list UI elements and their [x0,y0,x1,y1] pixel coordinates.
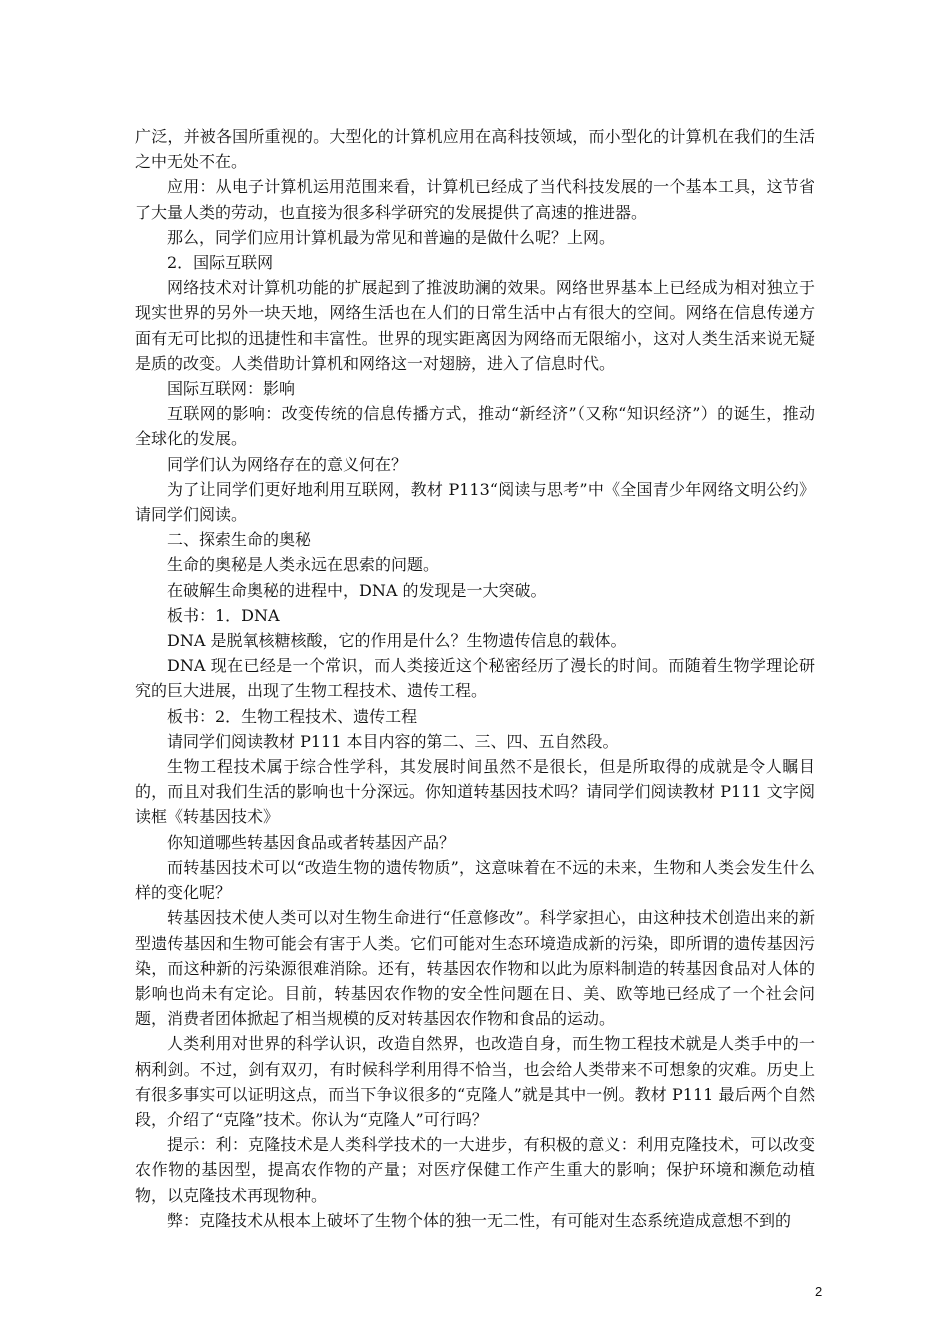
paragraph: 生物工程技术属于综合性学科，其发展时间虽然不是很长，但是所取得的成就是令人瞩目的，而且对我们生活的影响也十分深远。你知道转基因技术吗？请同学们阅读教材 P111 文字阅读框《转基因技术》 [135,757,815,827]
document-body [135,124,815,1233]
paragraph: 而转基因技术可以“改造生物的遗传物质”，这意味着在不远的未来，生物和人类会发生什么样的变化呢？ [135,857,815,903]
paragraph: 广泛，并被各国所重视的。大型化的计算机应用在高科技领域，而小型化的计算机在我们的生活之中无处不在。 [135,127,815,172]
paragraph: 转基因技术使人类可以对生物生命进行“任意修改”。科学家担心，由这种技术创造出来的新型遗传基因和生物可能会有害于人类。它们可能对生态环境造成新的污染，即所谓的遗传基因污染，而这种新的污染源很难消除。还有，转基因农作物和以此为原料制造的转基因食品对人体的影响也尚未有定论。目前，转基因农作物的安全性问题在日、美、欧等地已经成了一个社会问题，消费者团体掀起了相当规模的反对转基因农作物和食品的运动。 [135,908,815,1029]
paragraph: 请同学们阅读教材 P111 本目内容的第二、三、四、五自然段。 [167,731,619,751]
paragraph: DNA 现在已经是一个常识，而人类接近这个秘密经历了漫长的时间。而随着生物学理论研究的巨大进展，出现了生物工程技术、遗传工程。 [135,656,815,701]
paragraph: 互联网的影响：改变传统的信息传播方式，推动“新经济”（又称“知识经济”）的诞生，推动全球化的发展。 [135,404,815,449]
paragraph: DNA 是脱氧核糖核酸，它的作用是什么？生物遗传信息的载体。 [167,631,627,651]
paragraph: 提示：利：克隆技术是人类科学技术的一大进步，有积极的意义：利用克隆技术，可以改变农作物的基因型，提高农作物的产量；对医疗保健工作产生重大的影响；保护环境和濒危动植物，以克隆技术再现物种。 [135,1135,815,1205]
paragraph: 弊：克隆技术从根本上破坏了生物个体的独一无二性，有可能对生态系统造成意想不到的 [167,1210,792,1230]
paragraph: 板书：1．DNA [167,605,280,625]
paragraph: 网络技术对计算机功能的扩展起到了推波助澜的效果。网络世界基本上已经成为相对独立于现实世界的另外一块天地，网络生活也在人们的日常生活中占有很大的空间。网络在信息传递方面有无可比拟的迅捷性和丰富性。世界的现实距离因为网络而无限缩小，这对人类生活来说无疑是质的改变。人类借助计算机和网络这一对翅膀，进入了信息时代。 [135,278,815,373]
paragraph: 板书：2．生物工程技术、遗传工程 [167,706,418,726]
paragraph: 二、探索生命的奥秘 [167,530,312,550]
page-number: 2 [815,1284,823,1299]
paragraph: 同学们认为网络存在的意义何在？ [167,454,408,474]
paragraph: 那么，同学们应用计算机最为常见和普遍的是做什么呢？上网。 [167,227,616,247]
paragraph: 人类利用对世界的科学认识，改造自然界，也改造自身，而生物工程技术就是人类手中的一柄利剑。不过，剑有双刃，有时候科学利用得不恰当，也会给人类带来不可想象的灾难。历史上有很多事实可以证明这点，而当下争议很多的“克隆人”就是其中一例。教材 P111 最后两个自然段，介绍了“克隆”技术。你认为“克隆人”可行吗？ [135,1034,815,1129]
paragraph: 为了让同学们更好地利用互联网，教材 P113“阅读与思考”中《全国青少年网络文明公约》请同学们阅读。 [135,479,815,525]
paragraph: 2．国际互联网 [167,253,274,273]
paragraph: 生命的奥秘是人类永远在思索的问题。 [167,555,440,575]
paragraph: 国际互联网：影响 [167,379,296,399]
paragraph: 你知道哪些转基因食品或者转基因产品？ [167,832,456,852]
paragraph: 在破解生命奥秘的进程中，DNA 的发现是一大突破。 [167,580,547,600]
paragraph: 应用：从电子计算机运用范围来看，计算机已经成了当代科技发展的一个基本工具，这节省了大量人类的劳动，也直接为很多科学研究的发展提供了高速的推进器。 [135,177,815,222]
